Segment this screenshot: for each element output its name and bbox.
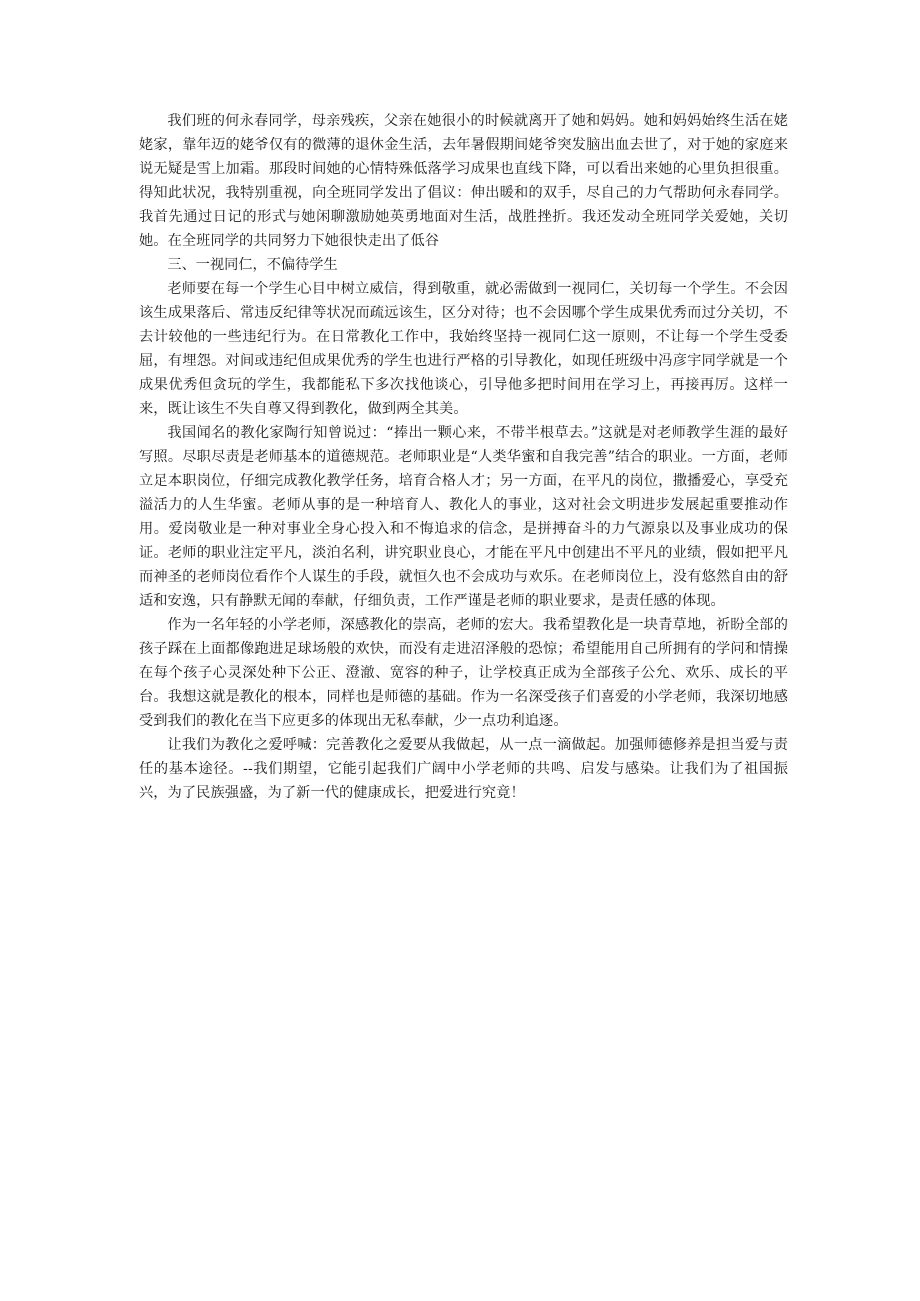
document-body	[139, 109, 788, 805]
paragraph-young-teacher: 作为一名年轻的小学老师，深感教化的崇高，老师的宏大。我希望教化是一块青草地，祈盼全部的孩子踩在上面都像跑进足球场般的欢快，而没有走进沼泽般的恐惊；希望能用自己所拥有的学问和情操在每个孩子心灵深处种下公正、澄澈、宽容的种子，让学校真正成为全部孩子公允、欢乐、成长的平台。我想这就是教化的根本，同样也是师德的基础。作为一名深受孩子们喜爱的小学老师，我深切地感受到我们的教化在当下应更多的体现出无私奉献，少一点功利追逐。	[139, 617, 788, 729]
paragraph-tao-xingzhi-quote: 我国闻名的教化家陶行知曾说过：“捧出一颗心来，不带半根草去。”这就是对老师教学生涯的最好写照。尽职尽责是老师基本的道德规范。老师职业是“人类华蜜和自我完善”结合的职业。一方面，老师立足本职岗位，仔细完成教化教学任务，培育合格人才；另一方面，在平凡的岗位，撒播爱心，享受充溢活力的人生华蜜。老师从事的是一种培育人、教化人的事业，这对社会文明进步发展起重要推动作用。爱岗敬业是一种对事业全身心投入和不悔追求的信念，是拼搏奋斗的力气源泉以及事业成功的保证。老师的职业注定平凡，淡泊名利，讲究职业良心，才能在平凡中创建出不平凡的业绩，假如把平凡而神圣的老师岗位看作个人谋生的手段，就恒久也不会成功与欢乐。在老师岗位上，没有悠然自由的舒适和安逸，只有静默无闻的奉献，仔细负责，工作严谨是老师的职业要求，是责任感的体现。	[139, 425, 788, 609]
section-heading-treat-equally: 三、一视同仁，不偏待学生	[167, 257, 338, 273]
paragraph-treat-equally: 老师要在每一个学生心目中树立威信，得到敬重，就必需做到一视同仁，关切每一个学生。不会因该生成果落后、常违反纪律等状况而疏远该生，区分对待；也不会因哪个学生成果优秀而过分关切，不去计较他的一些违纪行为。在日常教化工作中，我始终坚持一视同仁这一原则，不让每一个学生受委屈，有埋怨。对间或违纪但成果优秀的学生也进行严格的引导教化，如现任班级中冯彦宇同学就是一个成果优秀但贪玩的学生，我都能私下多次找他谈心，引导他多把时间用在学习上，再接再厉。这样一来，既让该生不失自尊又得到教化，做到两全其美。	[139, 281, 788, 417]
paragraph-he-yongchun-story: 我们班的何永春同学，母亲残疾，父亲在她很小的时候就离开了她和妈妈。她和妈妈始终生活在姥姥家，靠年迈的姥爷仅有的微薄的退休金生活，去年暑假期间姥爷突发脑出血去世了，对于她的家庭来说无疑是雪上加霜。那段时间她的心情特殊低落学习成果也直线下降，可以看出来她的心里负担很重。得知此状况，我特别重视，向全班同学发出了倡议：伸出暖和的双手，尽自己的力气帮助何永春同学。我首先通过日记的形式与她闲聊激励她英勇地面对生活，战胜挫折。我还发动全班同学关爱她，关切她。在全班同学的共同努力下她很快走出了低谷	[139, 113, 788, 249]
paragraph-closing-call: 让我们为教化之爱呼喊：完善教化之爱要从我做起，从一点一滴做起。加强师德修养是担当爱与责任的基本途径。--我们期望，它能引起我们广阔中小学老师的共鸣、启发与感染。让我们为了祖国振兴，为了民族强盛，为了新一代的健康成长，把爱进行究竟！	[139, 737, 788, 801]
